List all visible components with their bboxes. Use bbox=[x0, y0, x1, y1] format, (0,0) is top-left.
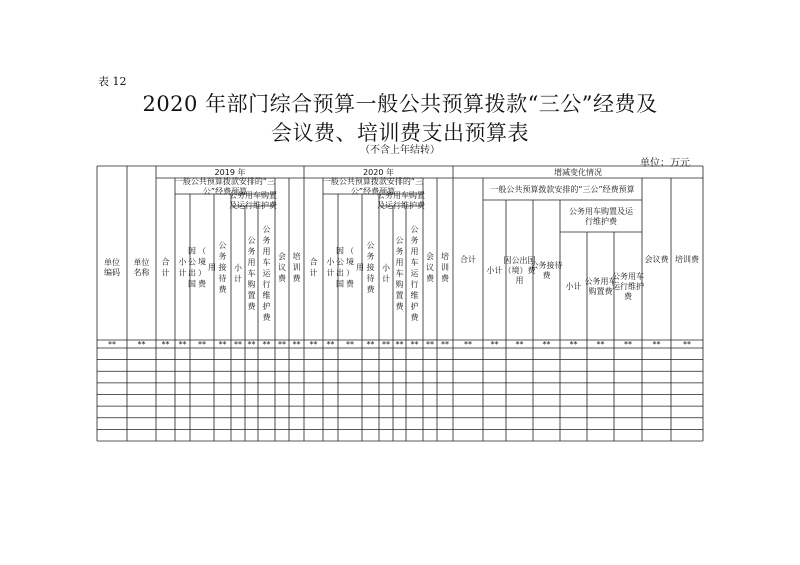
column-header-vehicle-operation: 公 bbox=[410, 225, 419, 234]
table-number: 表 12 bbox=[98, 75, 127, 88]
column-header-abroad: 公 bbox=[188, 257, 196, 267]
placeholder-cell: ** bbox=[395, 340, 404, 349]
column-header-vehicle-purchase: 用 bbox=[247, 258, 256, 267]
column-header-vehicle-operation: 用 bbox=[410, 247, 419, 256]
column-header-vehicle-operation: 护 bbox=[262, 302, 271, 311]
column-header-vehicle-operation: 公 bbox=[262, 225, 271, 234]
column-header-vehicle-operation: 运 bbox=[410, 269, 419, 278]
column-header-abroad: 因公出国 bbox=[503, 256, 536, 265]
column-header-reception: 接 bbox=[366, 263, 375, 272]
column-header-meeting: 费 bbox=[278, 274, 286, 283]
column-header-reception: 公 bbox=[218, 241, 227, 250]
placeholder-cell: ** bbox=[490, 340, 499, 349]
column-header-vehicle-operation: 费 bbox=[410, 313, 419, 322]
vehicle-group-header: 公务用车购置 bbox=[229, 191, 277, 200]
placeholder-cell: ** bbox=[542, 340, 551, 349]
sanggong-group-header: 公”经费预算 bbox=[202, 187, 248, 196]
placeholder-cell: ** bbox=[137, 340, 146, 349]
column-header-vehicle-purchase: 购置费 bbox=[588, 287, 613, 296]
column-header-abroad: （ bbox=[346, 246, 354, 256]
column-header-abroad: ） bbox=[346, 268, 354, 278]
column-header-subtotal: 小 bbox=[326, 257, 335, 267]
column-header-vehicle-operation: 行 bbox=[262, 280, 271, 289]
column-header-unit-code: 单位 bbox=[104, 258, 120, 267]
column-header-abroad: （境）费 bbox=[503, 266, 536, 275]
sanggong-group-header: 公”经费预算 bbox=[350, 187, 396, 196]
placeholder-cell: ** bbox=[262, 340, 271, 349]
column-header-subtotal: 计 bbox=[326, 268, 335, 278]
column-header-abroad: 境 bbox=[198, 257, 206, 267]
placeholder-cell: ** bbox=[234, 340, 242, 349]
group-header-change: 增减变化情况 bbox=[554, 168, 602, 177]
column-header-vehicle-purchase: 费 bbox=[247, 302, 256, 311]
placeholder-cell: ** bbox=[426, 340, 434, 349]
vehicle-group-header: 公务用车购置 bbox=[377, 191, 425, 200]
column-header-vehicle-operation: 行 bbox=[410, 280, 419, 289]
column-header-vehicle-purchase: 公 bbox=[247, 236, 256, 245]
column-header-reception: 公务接待 bbox=[530, 261, 563, 270]
vehicle-group-header: 公务用车购置及运 bbox=[569, 207, 633, 216]
column-header-vehicle-purchase: 公 bbox=[395, 236, 404, 245]
placeholder-cell: ** bbox=[624, 340, 632, 349]
placeholder-cell: ** bbox=[441, 340, 449, 349]
vehicle-group-header: 及运行维护费 bbox=[229, 201, 277, 210]
column-header-training: 训 bbox=[292, 263, 301, 272]
placeholder-cell: ** bbox=[178, 340, 187, 349]
sanggong-group-header: 一般公共预算拨款安排的“三公”经费预算 bbox=[490, 185, 635, 194]
column-header-abroad: 用 bbox=[208, 263, 216, 272]
page-title-line2: 会议费、培训费支出预算表 bbox=[271, 121, 529, 145]
placeholder-cell: ** bbox=[464, 340, 472, 349]
column-header-reception: 费 bbox=[218, 285, 227, 294]
column-header-vehicle-subtotal: 计 bbox=[234, 274, 242, 284]
sanggong-group-header: 一般公共预算拨款安排的“三 bbox=[174, 177, 276, 186]
column-header-reception: 公 bbox=[366, 241, 375, 250]
column-header-training: 培 bbox=[441, 252, 449, 261]
vehicle-group-header: 行维护费 bbox=[585, 217, 617, 226]
column-header-abroad: 费 bbox=[198, 279, 206, 289]
placeholder-cell: ** bbox=[515, 340, 524, 349]
column-header-total: 合 bbox=[309, 257, 318, 267]
placeholder-cell: ** bbox=[382, 340, 390, 349]
column-header-abroad: 用 bbox=[356, 263, 364, 272]
placeholder-cell: ** bbox=[346, 340, 354, 349]
column-header-unit-name: 名称 bbox=[133, 268, 150, 277]
placeholder-cell: ** bbox=[596, 340, 605, 349]
column-header-unit-code: 编码 bbox=[104, 268, 120, 277]
column-header-vehicle-purchase: 车 bbox=[247, 269, 256, 278]
page-subtitle: （不含上年结转） bbox=[360, 145, 440, 156]
placeholder-cell: ** bbox=[326, 340, 335, 349]
group-header-2019: 2019 年 bbox=[214, 168, 246, 177]
column-header-vehicle-operation: 运行维护 bbox=[612, 282, 644, 291]
column-header-reception: 接 bbox=[218, 263, 227, 272]
placeholder-cell: ** bbox=[247, 340, 256, 349]
column-header-vehicle-operation: 维 bbox=[262, 291, 271, 300]
column-header-vehicle-purchase: 置 bbox=[395, 291, 404, 300]
column-header-meeting: 会议费 bbox=[644, 255, 669, 264]
column-header-vehicle-purchase: 费 bbox=[395, 302, 404, 311]
column-header-vehicle-subtotal: 小 bbox=[234, 263, 242, 273]
column-header-vehicle-subtotal: 计 bbox=[382, 274, 390, 284]
placeholder-cell: ** bbox=[292, 340, 301, 349]
column-header-meeting: 会 bbox=[426, 252, 434, 261]
column-header-reception: 待 bbox=[218, 274, 227, 283]
column-header-meeting: 费 bbox=[426, 274, 434, 283]
column-header-unit-name: 单位 bbox=[133, 258, 150, 267]
column-header-vehicle-purchase: 购 bbox=[395, 280, 404, 289]
column-header-vehicle-purchase: 置 bbox=[247, 291, 256, 300]
placeholder-cell: ** bbox=[108, 340, 116, 349]
column-header-vehicle-operation: 车 bbox=[410, 258, 419, 267]
column-header-abroad: 出 bbox=[336, 268, 344, 278]
column-header-subtotal: 小 bbox=[178, 257, 187, 267]
column-header-reception: 费 bbox=[366, 285, 375, 294]
column-header-vehicle-operation: 维 bbox=[410, 291, 419, 300]
column-header-vehicle-operation: 费 bbox=[624, 292, 632, 301]
column-header-training: 训 bbox=[441, 263, 449, 272]
column-header-vehicle-operation: 公务用车 bbox=[612, 272, 644, 281]
column-header-vehicle-subtotal: 小计 bbox=[565, 282, 582, 291]
column-header-abroad: ） bbox=[198, 268, 206, 278]
placeholder-cell: ** bbox=[218, 340, 227, 349]
column-header-vehicle-operation: 用 bbox=[262, 247, 271, 256]
sanggong-group-header: 一般公共预算拨款安排的“三 bbox=[322, 177, 424, 186]
placeholder-cell: ** bbox=[309, 340, 318, 349]
column-header-reception: 费 bbox=[542, 271, 551, 280]
column-header-total: 计 bbox=[309, 268, 318, 278]
column-header-subtotal: 小计 bbox=[486, 266, 503, 275]
column-header-total: 合 bbox=[161, 257, 170, 267]
column-header-vehicle-purchase: 公务用车 bbox=[584, 277, 617, 286]
column-header-training: 费 bbox=[292, 274, 301, 283]
page-title: 2020 年部门综合预算一般公共预算拨款“三公”经费及 bbox=[142, 92, 658, 116]
column-header-training: 培训费 bbox=[675, 255, 699, 264]
column-header-abroad: 用 bbox=[515, 276, 524, 285]
unit-label: 单位：万元 bbox=[640, 158, 690, 169]
placeholder-cell: ** bbox=[366, 340, 375, 349]
column-header-vehicle-operation: 车 bbox=[262, 258, 271, 267]
placeholder-cell: ** bbox=[569, 340, 578, 349]
column-header-abroad: 出 bbox=[188, 268, 196, 278]
column-header-vehicle-purchase: 购 bbox=[247, 280, 256, 289]
column-header-vehicle-subtotal: 小 bbox=[382, 263, 390, 273]
placeholder-cell: ** bbox=[652, 340, 661, 349]
column-header-abroad: 费 bbox=[346, 279, 354, 289]
column-header-vehicle-operation: 务 bbox=[410, 236, 419, 245]
placeholder-cell: ** bbox=[278, 340, 286, 349]
column-header-vehicle-purchase: 车 bbox=[395, 269, 404, 278]
column-header-reception: 务 bbox=[218, 252, 227, 261]
column-header-vehicle-operation: 费 bbox=[262, 313, 271, 322]
column-header-vehicle-operation: 务 bbox=[262, 236, 271, 245]
column-header-meeting: 议 bbox=[278, 263, 286, 272]
column-header-abroad: 国 bbox=[188, 279, 196, 289]
placeholder-cell: ** bbox=[683, 340, 691, 349]
column-header-subtotal: 计 bbox=[178, 268, 187, 278]
vehicle-group-header: 及运行维护费 bbox=[377, 201, 425, 210]
column-header-abroad: （ bbox=[198, 246, 206, 256]
placeholder-cell: ** bbox=[161, 340, 170, 349]
column-header-abroad: 境 bbox=[346, 257, 354, 267]
column-header-training: 培 bbox=[292, 252, 301, 261]
column-header-meeting: 会 bbox=[278, 252, 286, 261]
column-header-meeting: 议 bbox=[426, 263, 434, 272]
column-header-abroad: 因 bbox=[336, 246, 344, 256]
column-header-reception: 待 bbox=[366, 274, 375, 283]
column-header-abroad: 国 bbox=[336, 279, 344, 289]
column-header-total: 计 bbox=[161, 268, 170, 278]
group-header-2020: 2020 年 bbox=[363, 168, 394, 177]
column-header-total: 合计 bbox=[460, 255, 476, 264]
column-header-vehicle-purchase: 务 bbox=[395, 247, 404, 256]
placeholder-cell: ** bbox=[410, 340, 419, 349]
column-header-vehicle-operation: 运 bbox=[262, 269, 271, 278]
column-header-vehicle-purchase: 用 bbox=[395, 258, 404, 267]
column-header-reception: 务 bbox=[366, 252, 375, 261]
column-header-vehicle-operation: 护 bbox=[410, 302, 419, 311]
placeholder-cell: ** bbox=[198, 340, 206, 349]
column-header-abroad: 因 bbox=[188, 246, 196, 256]
column-header-abroad: 公 bbox=[336, 257, 344, 267]
column-header-training: 费 bbox=[441, 274, 449, 283]
column-header-vehicle-purchase: 务 bbox=[247, 247, 256, 256]
